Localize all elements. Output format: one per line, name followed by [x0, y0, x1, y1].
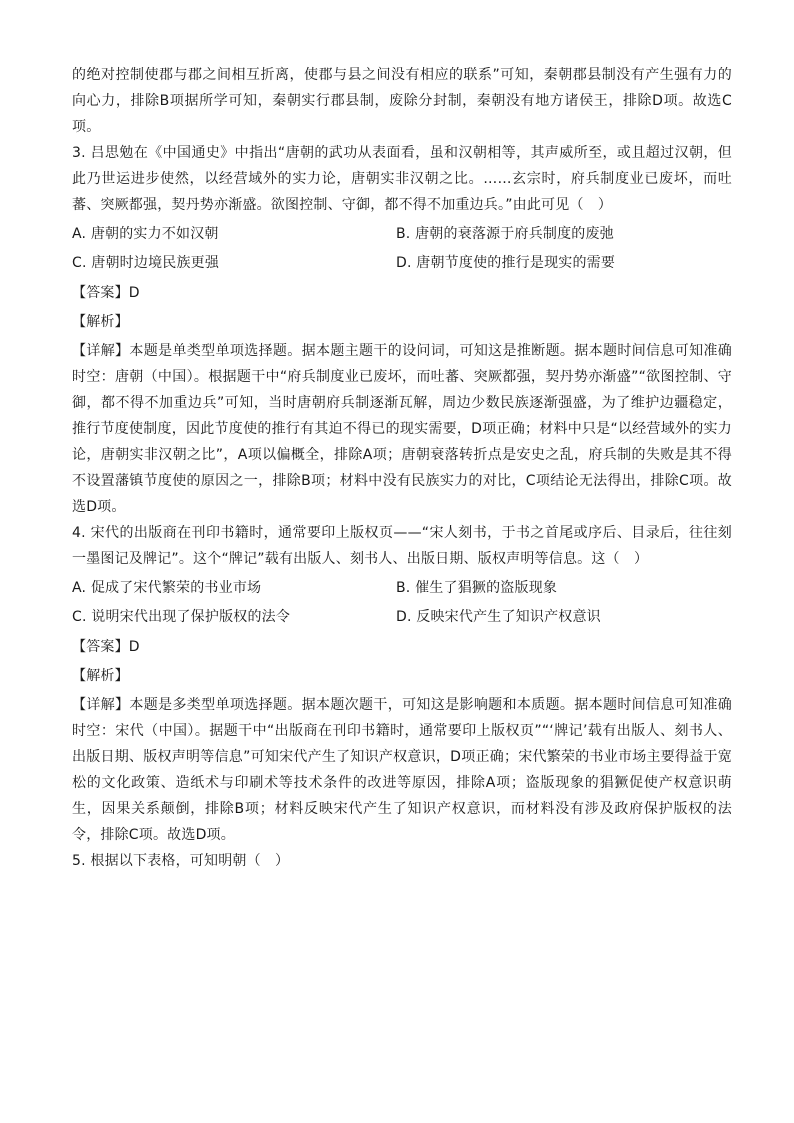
- question-3-option-a: A. 唐朝的实力不如汉朝: [72, 226, 219, 242]
- question-4-option-d: D. 反映宋代产生了知识产权意识: [396, 609, 601, 625]
- question-5: [72, 848, 732, 874]
- question-4-detail: 【详解】本题是多类型单项选择题。据本题次题干，可知这是影响题和本质题。据本题时间信息可知准确时空：宋代（中国）。据题干中“出版商在刊印书籍时，通常要印上版权页”“‘牌记’载有出版人、刻书人、出版日期、版权声明等信息”可知宋代产生了知识产权意识，D项正确；宋代繁荣的书业市场主要得益于宽松的文化政策、造纸术与印刷术等技术条件的改进等原因，排除A项；盗版现象的猖獗促使产权意识萌生，因果关系颠倒，排除B项；材料反映宋代产生了知识产权意识，而材料没有涉及政府保护版权的法令，排除C项。故选D项。: [72, 697, 732, 843]
- question-4-options: [72, 575, 732, 630]
- question-3-option-d: D. 唐朝节度使的推行是现实的需要: [396, 255, 616, 271]
- question-4: [72, 520, 732, 848]
- question-4-answer: 【答案】D: [72, 639, 140, 655]
- question-3-option-c: C. 唐朝时边境民族更强: [72, 255, 220, 271]
- question-3-analysis-label: 【解析】: [72, 314, 129, 330]
- question-4-stem: 4. 宋代的出版商在刊印书籍时，通常要印上版权页——“宋人刻书，于书之首尾或序后、目录后，往往刻一墨图记及牌记”。这个“牌记”载有出版人、刻书人、出版日期、版权声明等信息。这（ ）: [72, 525, 732, 567]
- question-3-option-b: B. 唐朝的衰落源于府兵制度的废弛: [396, 226, 614, 242]
- question-3: [72, 140, 732, 520]
- question-4-option-b: B. 催生了猖獗的盗版现象: [396, 580, 558, 596]
- document-page: [72, 62, 732, 874]
- question-3-stem: 3. 吕思勉在《中国通史》中指出“唐朝的武功从表面看，虽和汉朝相等，其声威所至，或且超过汉朝，但此乃世运进步使然，以经营域外的实力论，唐朝实非汉朝之比。……玄宗时，府兵制度业已废坏，而吐蕃、突厥都强，契丹势亦渐盛。欲图控制、守御，都不得不加重边兵。”由此可见（ ）: [72, 145, 732, 213]
- question-4-option-a: A. 促成了宋代繁荣的书业市场: [72, 580, 262, 596]
- question-4-option-c: C. 说明宋代出现了保护版权的法令: [72, 609, 291, 625]
- question-3-detail: 【详解】本题是单类型单项选择题。据本题主题干的设问词，可知这是推断题。据本题时间信息可知准确时空：唐朝（中国）。根据题干中“府兵制度业已废坏，而吐蕃、突厥都强，契丹势亦渐盛”“欲图控制、守御，都不得不加重边兵”可知，当时唐朝府兵制逐渐瓦解，周边少数民族逐渐强盛，为了维护边疆稳定，推行节度使制度，因此节度使的推行有其迫不得已的现实需要，D项正确；材料中只是“以经营域外的实力论，唐朝实非汉朝之比”，A项以偏概全，排除A项；唐朝衰落转折点是安史之乱，府兵制的失败是其不得不设置藩镇节度使的原因之一，排除B项；材料中没有民族实力的对比，C项结论无法得出，排除C项。故选D项。: [72, 343, 732, 515]
- question-4-analysis-label: 【解析】: [72, 668, 129, 684]
- previous-analysis-continuation: 的绝对控制使郡与郡之间相互折离，使郡与县之间没有相应的联系”可知，秦朝郡县制没有产生强有力的向心力，排除B项据所学可知，秦朝实行郡县制，废除分封制，秦朝没有地方诸侯王，排除D项。故选C项。: [72, 67, 732, 135]
- question-5-stem: 5. 根据以下表格，可知明朝（ ）: [72, 853, 290, 869]
- question-3-options: [72, 221, 732, 276]
- question-3-answer: 【答案】D: [72, 285, 140, 301]
